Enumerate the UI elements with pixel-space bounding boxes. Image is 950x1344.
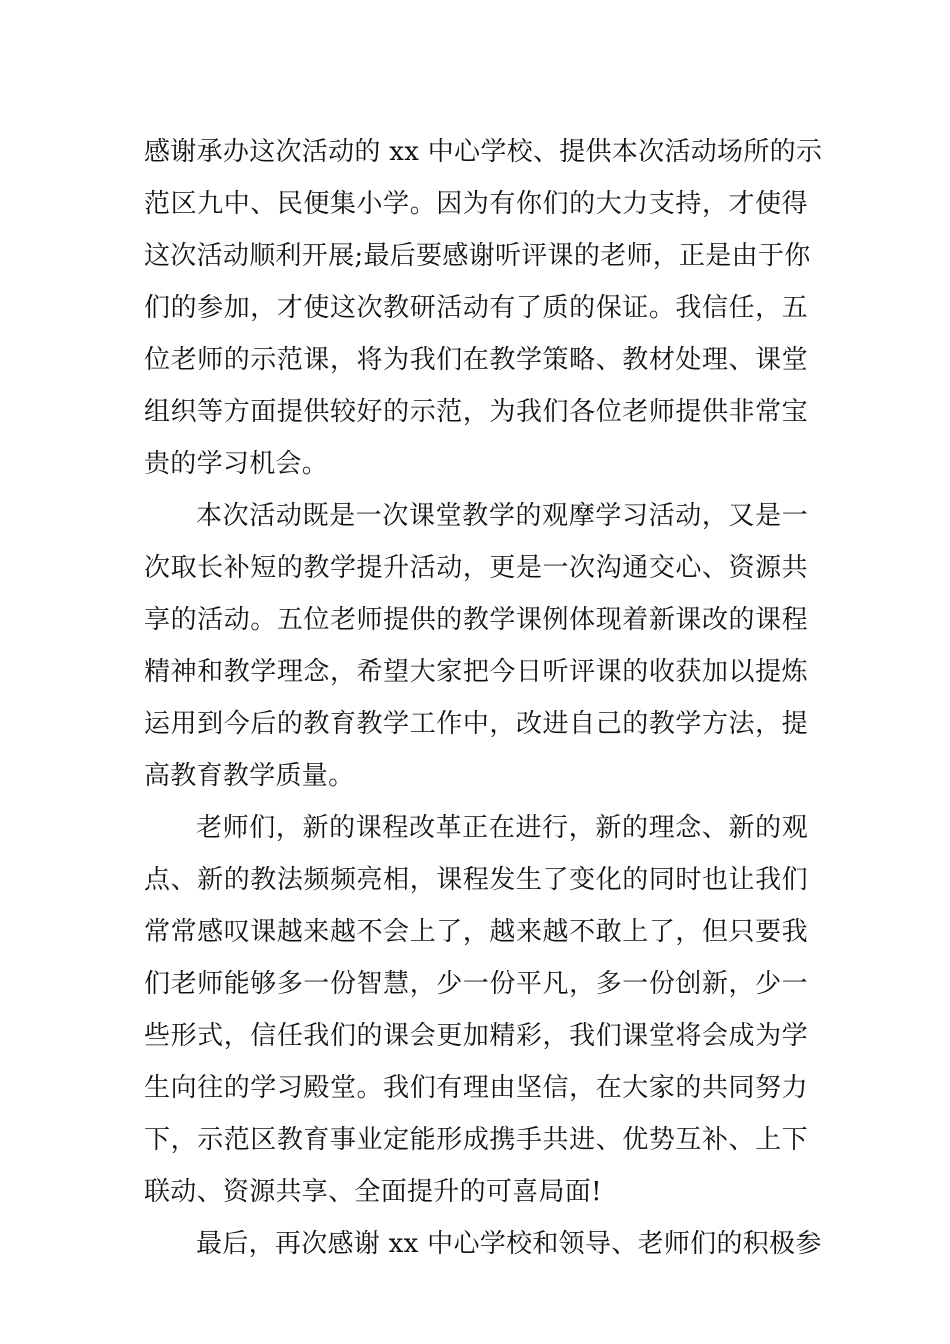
document-body bbox=[144, 126, 823, 1270]
paragraph-line: 运用到今后的教育教学工作中，改进自己的教学方法，提 bbox=[144, 709, 808, 739]
paragraph-line: 常常感叹课越来越不会上了，越来越不敢上了，但只要我 bbox=[144, 917, 808, 947]
paragraph-line: 贵的学习机会。 bbox=[144, 449, 329, 479]
paragraph-line: 精神和教学理念，希望大家把今日听评课的收获加以提炼 bbox=[144, 657, 808, 687]
paragraph-line: 们老师能够多一份智慧，少一份平凡，多一份创新，少一 bbox=[144, 969, 808, 999]
paragraph-reform bbox=[144, 802, 808, 1218]
paragraph-line: 下，示范区教育事业定能形成携手共进、优势互补、上下 bbox=[144, 1125, 808, 1155]
paragraph-line: 次取长补短的教学提升活动，更是一次沟通交心、资源共 bbox=[144, 553, 808, 583]
paragraph-line: 老师们，新的课程改革正在进行，新的理念、新的观 bbox=[196, 813, 808, 843]
paragraph-closing bbox=[144, 1218, 822, 1270]
paragraph-thanks bbox=[144, 126, 823, 490]
paragraph-line: 些形式，信任我们的课会更加精彩，我们课堂将会成为学 bbox=[144, 1021, 808, 1051]
paragraph-line: 们的参加，才使这次教研活动有了质的保证。我信任，五 bbox=[144, 293, 808, 323]
paragraph-line: 组织等方面提供较好的示范，为我们各位老师提供非常宝 bbox=[144, 397, 808, 427]
paragraph-activity bbox=[144, 490, 808, 802]
paragraph-line: 生向往的学习殿堂。我们有理由坚信，在大家的共同努力 bbox=[144, 1073, 808, 1103]
paragraph-line: 点、新的教法频频亮相，课程发生了变化的同时也让我们 bbox=[144, 865, 808, 895]
paragraph-line: 联动、资源共享、全面提升的可喜局面! bbox=[144, 1177, 602, 1207]
paragraph-line: 这次活动顺利开展;最后要感谢听评课的老师，正是由于你 bbox=[144, 241, 811, 271]
paragraph-line: 最后，再次感谢 xx 中心学校和领导、老师们的积极参 bbox=[196, 1229, 822, 1259]
paragraph-line: 感谢承办这次活动的 xx 中心学校、提供本次活动场所的示 bbox=[144, 137, 823, 167]
paragraph-line: 本次活动既是一次课堂教学的观摩学习活动，又是一 bbox=[196, 501, 808, 531]
paragraph-line: 享的活动。五位老师提供的教学课例体现着新课改的课程 bbox=[144, 605, 808, 635]
paragraph-line: 高教育教学质量。 bbox=[144, 761, 355, 791]
paragraph-line: 范区九中、民便集小学。因为有你们的大力支持，才使得 bbox=[144, 189, 808, 219]
paragraph-line: 位老师的示范课，将为我们在教学策略、教材处理、课堂 bbox=[144, 345, 808, 375]
